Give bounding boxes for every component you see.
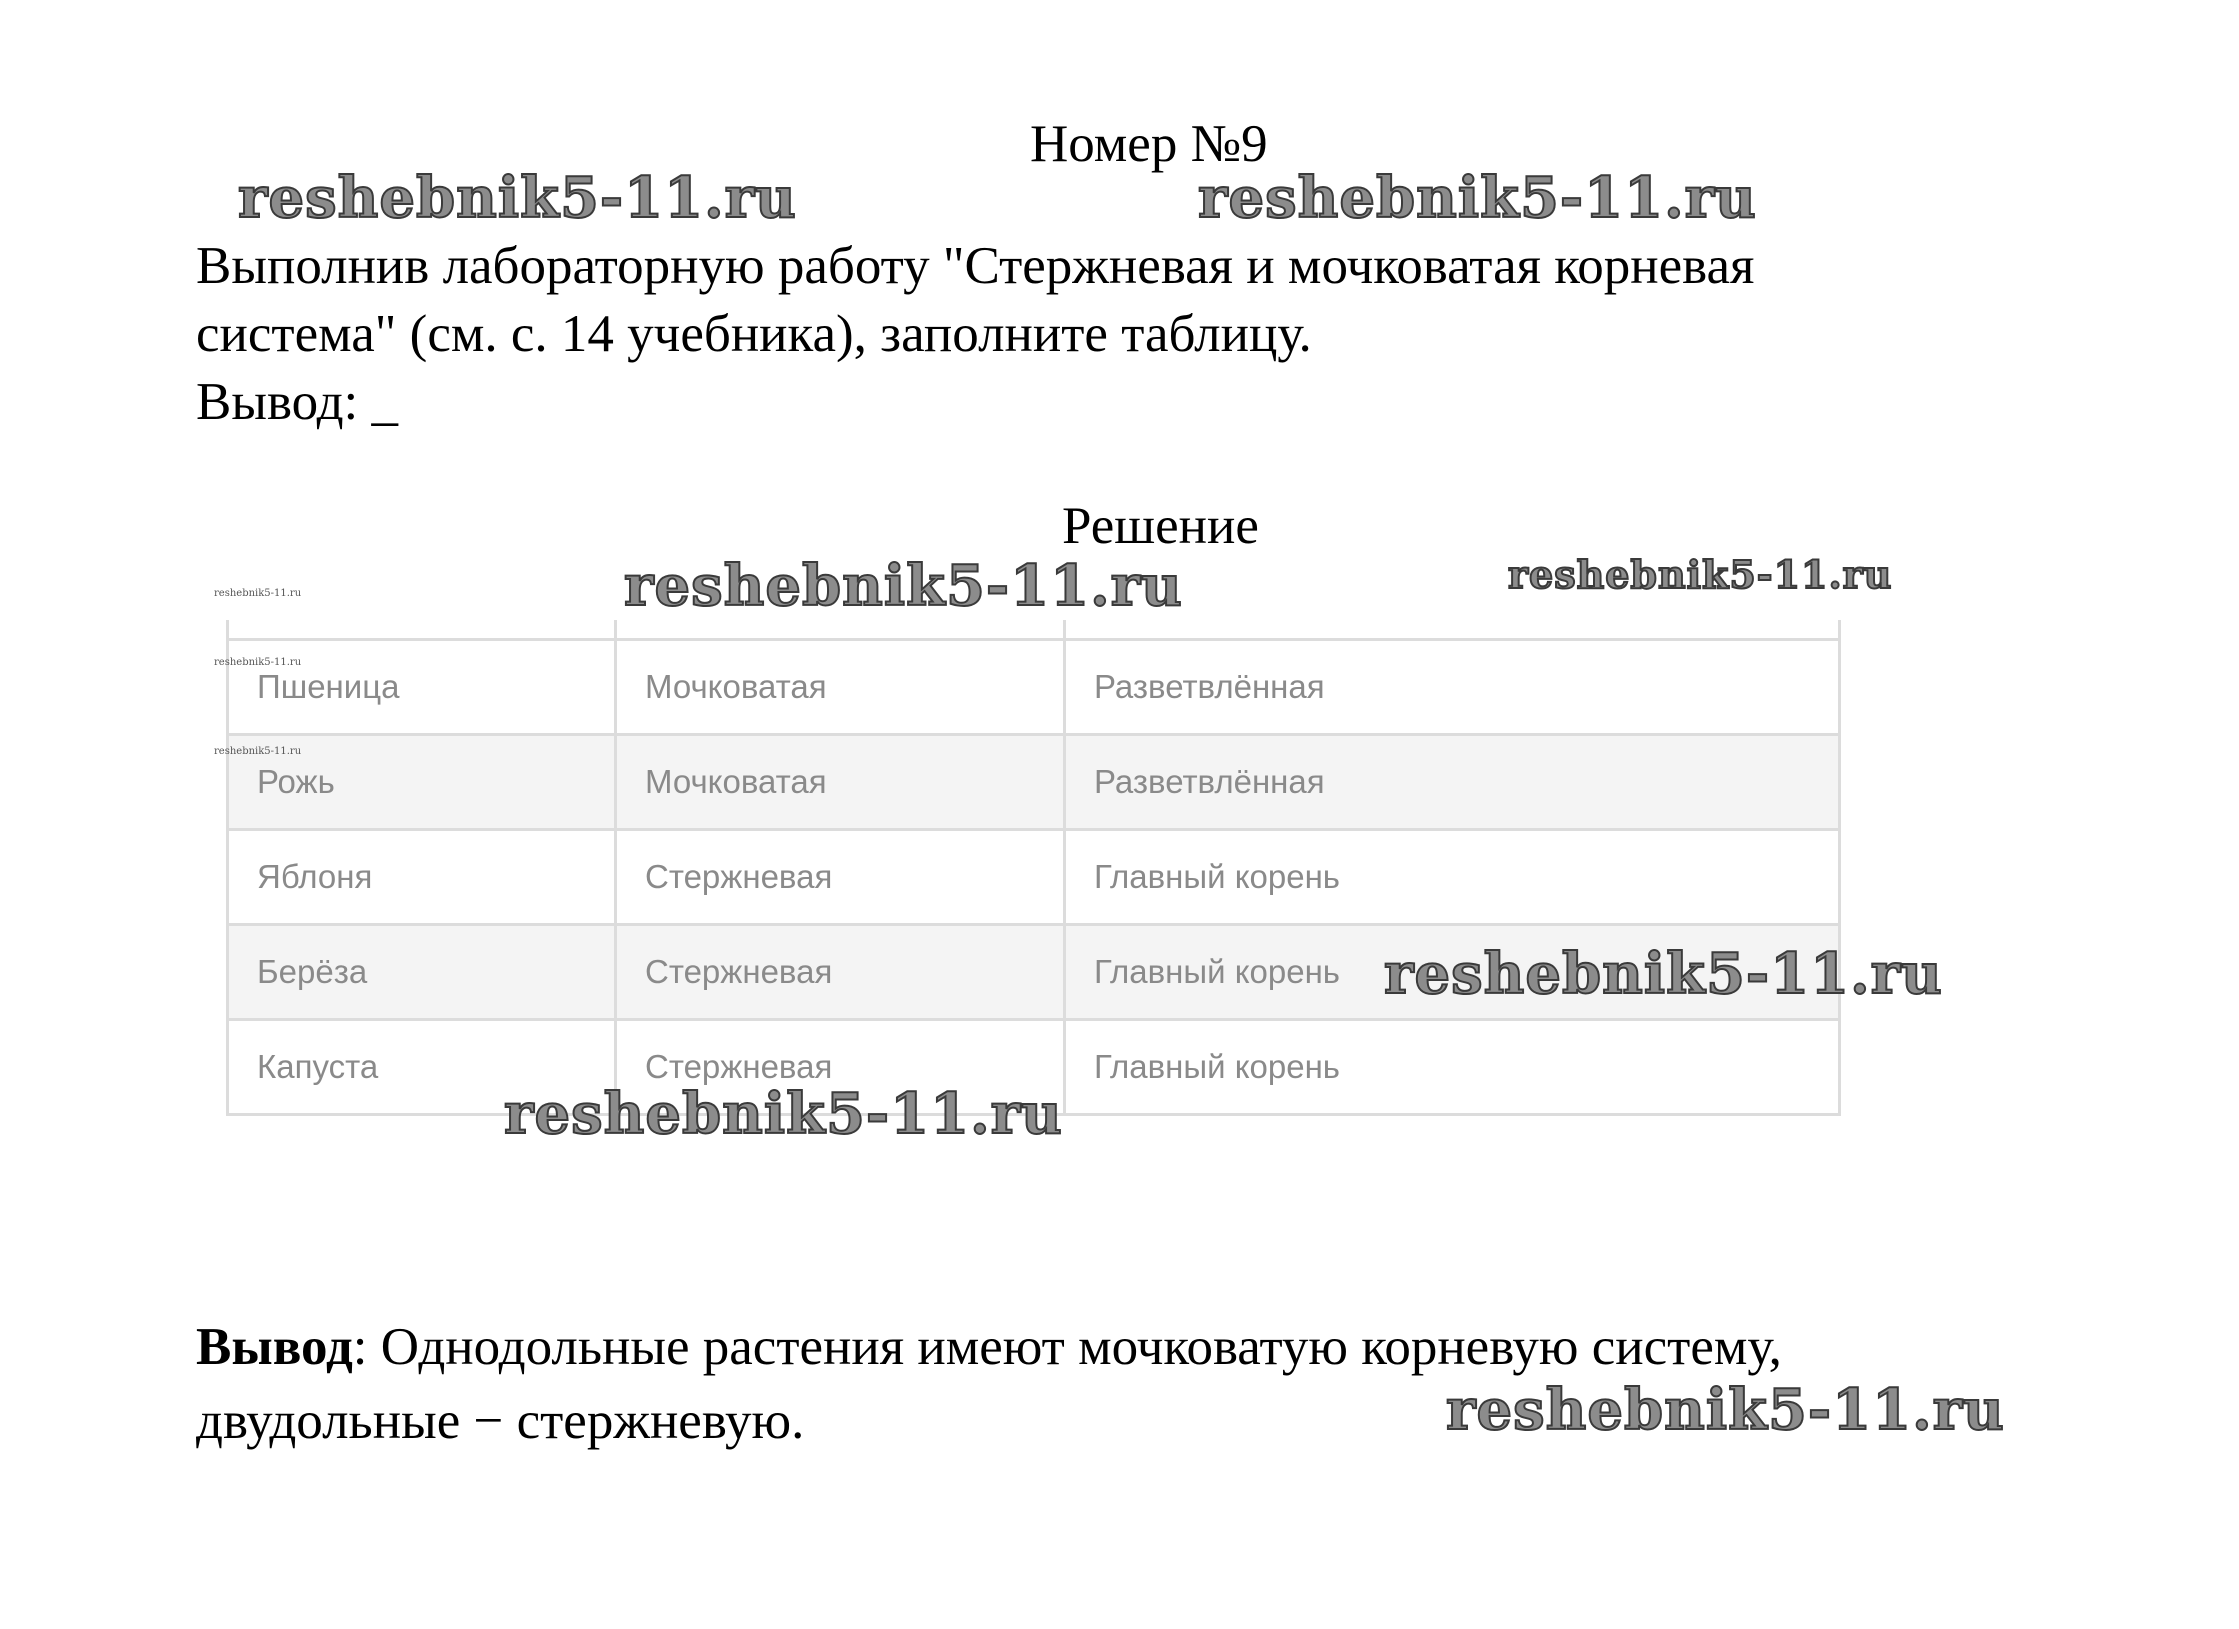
- watermark: reshebnik5-11.ru: [624, 553, 1183, 619]
- root-type-cell: Главный корень: [1065, 1020, 1840, 1115]
- solution-heading: Решение: [1062, 497, 1259, 555]
- plant-cell: Капуста: [228, 1020, 616, 1115]
- table-row: [228, 830, 1840, 925]
- answer-table: [226, 620, 1841, 1116]
- conclusion-line-2: двудольные − стержневую.: [196, 1392, 805, 1450]
- root-type-cell: Разветвлённая: [1065, 640, 1840, 735]
- task-text: [196, 232, 2096, 436]
- root-type-cell: Главный корень: [1065, 925, 1840, 1020]
- plant-cell: Пшеница: [228, 640, 616, 735]
- table-top-stub: [228, 620, 1840, 640]
- watermark: reshebnik5-11.ru: [1508, 552, 1893, 597]
- task-line-2: система" (см. с. 14 учебника), заполните таблицу.: [196, 305, 1312, 363]
- plant-cell: Яблоня: [228, 830, 616, 925]
- root-type-cell: Разветвлённая: [1065, 735, 1840, 830]
- table-row: [228, 640, 1840, 735]
- root-system-cell: Стержневая: [616, 925, 1065, 1020]
- watermark: reshebnik5-11.ru: [1384, 941, 1943, 1007]
- watermark-tiny: reshebnik5-11.ru: [214, 588, 302, 599]
- watermark: reshebnik5-11.ru: [504, 1081, 1063, 1147]
- watermark: reshebnik5-11.ru: [238, 165, 797, 231]
- page-title: Номер №9: [1030, 115, 1268, 173]
- conclusion-label: Вывод: [196, 1318, 353, 1376]
- watermark: reshebnik5-11.ru: [1198, 165, 1757, 231]
- table-row: [228, 735, 1840, 830]
- root-system-cell: Мочковатая: [616, 735, 1065, 830]
- task-line-1: Выполнив лабораторную работу "Стержневая и мочковатая корневая: [196, 237, 1755, 295]
- root-type-cell: Главный корень: [1065, 830, 1840, 925]
- conclusion-line-1-rest: : Однодольные растения имеют мочковатую корневую систему,: [352, 1318, 1782, 1376]
- root-system-cell: Стержневая: [616, 1020, 1065, 1115]
- plant-cell: Берёза: [228, 925, 616, 1020]
- watermark-tiny: reshebnik5-11.ru: [214, 746, 302, 757]
- conclusion-line-1: [196, 1310, 1782, 1384]
- watermark-tiny: reshebnik5-11.ru: [214, 657, 302, 668]
- root-system-cell: Стержневая: [616, 830, 1065, 925]
- answer-table-container: [226, 620, 1838, 1120]
- root-system-cell: Мочковатая: [616, 640, 1065, 735]
- plant-cell: Рожь: [228, 735, 616, 830]
- watermark: reshebnik5-11.ru: [1446, 1377, 2005, 1443]
- task-line-3: Вывод: _: [196, 373, 399, 431]
